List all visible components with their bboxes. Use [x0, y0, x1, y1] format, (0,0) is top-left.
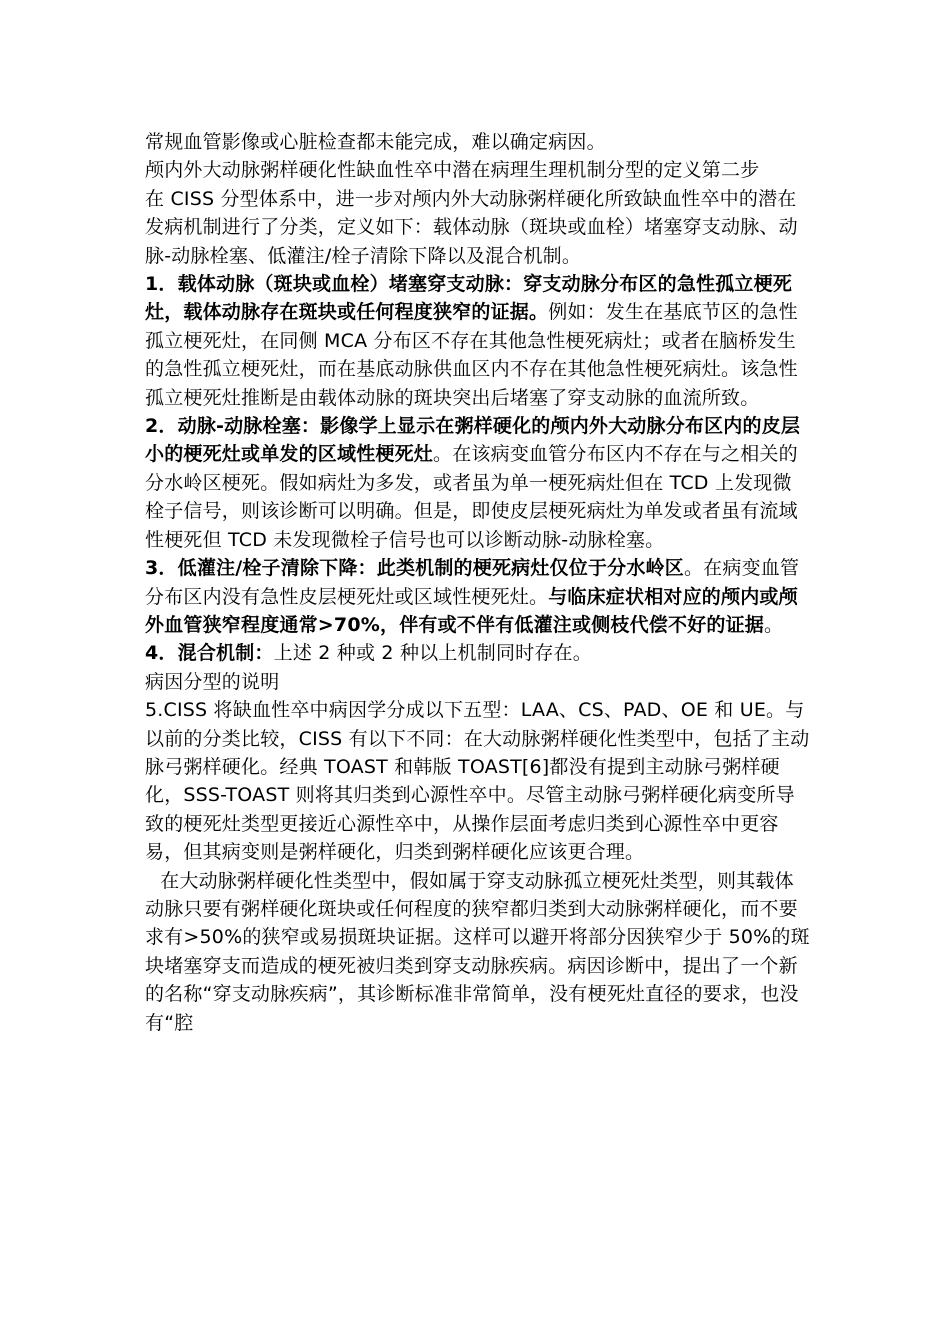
item-3-bold-2: 与临床症状相对应的颅内或颅外血管狭窄程度通常>70%，伴有或不伴有低灌注或侧枝代偿不好的证据 — [145, 585, 798, 636]
paragraph-ciss-definition: 在 CISS 分型体系中，进一步对颅内外大动脉粥样硬化所致缺血性卒中的潜在发病机制进行了分类，定义如下：载体动脉（斑块或血栓）堵塞穿支动脉、动脉-动脉栓塞、低灌注/栓子清除下降以及混合机制。 — [145, 187, 798, 267]
item-1 — [145, 270, 810, 412]
item-3-bold-1: 3．低灌注/栓子清除下降：此类机制的梗死病灶仅位于分水岭区 — [145, 557, 684, 580]
item-2-bold: 2．动脉-动脉栓塞：影像学上显示在粥样硬化的颅内外大动脉分布区内的皮层小的梗死灶或单发的区域性梗死灶 — [145, 415, 801, 466]
section-title: 颅内外大动脉粥样硬化性缺血性卒中潜在病理生理机制分型的定义第二步 — [145, 159, 760, 182]
item-3-text-2: 。 — [764, 613, 784, 636]
item-3 — [145, 554, 810, 639]
paragraph-intro: 常规血管影像或心脏检查都未能完成，难以确定病因。 — [145, 131, 606, 153]
item-1-bold: 1．载体动脉（斑块或血栓）堵塞穿支动脉：穿支动脉分布区的急性孤立梗死灶，载体动脉存在斑块或任何程度狭窄的证据。 — [145, 273, 793, 324]
document-body — [145, 128, 810, 1037]
item-2 — [145, 412, 810, 554]
section-heading-etiology: 病因分型的说明 — [145, 670, 280, 693]
paragraph-5: 5.CISS 将缺血性卒中病因学分成以下五型：LAA、CS、PAD、OE 和 UE。与以前的分类比较，CISS 有以下不同：在大动脉粥样硬化性类型中，包括了主动脉弓粥样硬化。经典 TOAST 和韩版 TOAST[6]都没有提到主动脉弓粥样硬化，SSS-TOAST 则将其归类到心源性卒中。尽管主动脉弓粥样硬化病变所导致的梗死灶类型更接近心源性卒中，从操作层面考虑归类到心源性卒中更容易，但其病变则是粥样硬化，归类到粥样硬化应该更合理。 — [145, 699, 810, 864]
item-4-bold: 4．混合机制： — [145, 642, 274, 665]
item-4 — [145, 639, 810, 667]
item-3-text-1: 。在病变血管分布区内没有急性皮层梗死灶或区域性梗死灶。 — [145, 557, 800, 608]
item-2-text: 。在该病变血管分布区内不存在与之相关的分水岭区梗死。假如病灶为多发，或者虽为单一梗死病灶但在 TCD 上发现微栓子信号，则该诊断可以明确。但是，即使皮层梗死病灶为单发或者虽有流域性梗死但 TCD 未发现微栓子信号也可以诊断动脉-动脉栓塞。 — [145, 443, 798, 551]
item-1-text: 例如：发生在基底节区的急性孤立梗死灶，在同侧 MCA 分布区不存在其他急性梗死病灶；或者在脑桥发生的急性孤立梗死灶，而在基底动脉供血区内不存在其他急性梗死病灶。该急性孤立梗死灶推断是由载体动脉的斑块突出后堵塞了穿支动脉的血流所致。 — [145, 301, 798, 409]
paragraph-6: 在大动脉粥样硬化性类型中，假如属于穿支动脉孤立梗死灶类型，则其载体动脉只要有粥样硬化斑块或任何程度的狭窄都归类到大动脉粥样硬化，而不要求有>50%的狭窄或易损斑块证据。这样可以避开将部分因狭窄少于 50%的斑块堵塞穿支而造成的梗死被归类到穿支动脉疾病。病因诊断中，提出了一个新的名称“穿支动脉疾病”，其诊断标准非常简单，没有梗死灶直径的要求，也没有“腔 — [145, 869, 810, 1034]
item-4-text: 上述 2 种或 2 种以上机制同时存在。 — [273, 642, 592, 665]
